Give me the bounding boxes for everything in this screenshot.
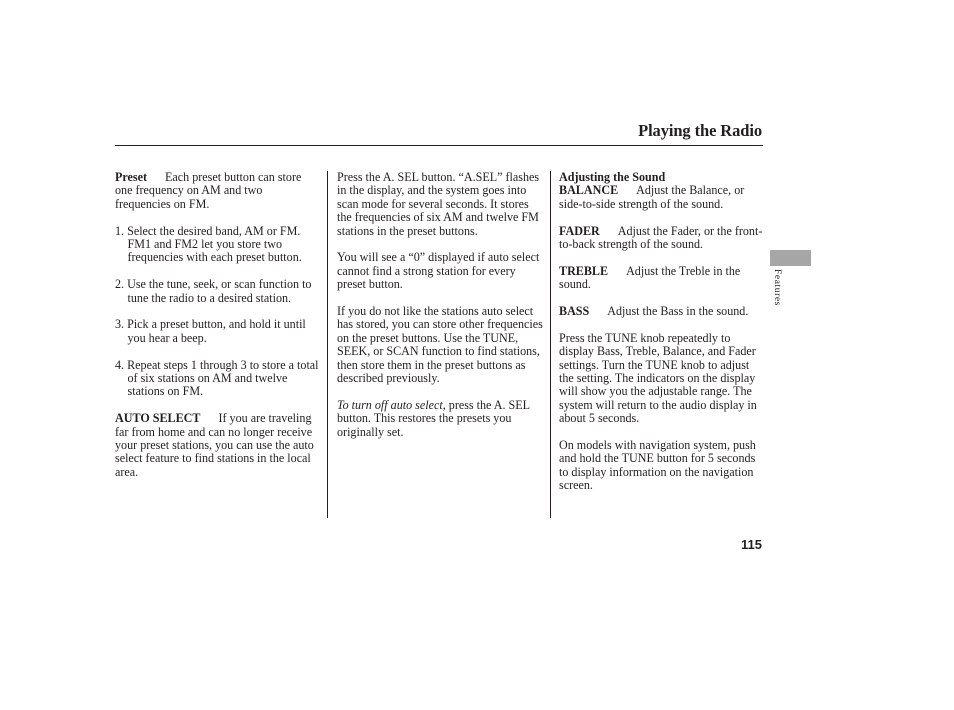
treble-paragraph (559, 265, 765, 292)
step-item: 1. Select the desired band, AM or FM. FM1 and FM2 let you store two frequencies with each preset button. (115, 223, 302, 265)
turn-off-text: , press the A. SEL button. This restores the presets you originally set. (337, 397, 530, 439)
treble-label: TREBLE (559, 263, 609, 278)
zero-display-paragraph: You will see a “0” displayed if auto select cannot find a strong station for every preset button. (337, 250, 540, 292)
bass-text: Adjust the Bass in the sound. (607, 304, 749, 319)
section-label: Features (772, 269, 782, 306)
title-rule (115, 145, 763, 146)
column-2 (337, 171, 545, 452)
fader-paragraph (559, 225, 765, 252)
auto-select-heading: AUTO SELECT (115, 411, 201, 426)
bass-paragraph (559, 305, 765, 318)
step-item: 4. Repeat steps 1 through 3 to store a total of six stations on AM and twelve stations on FM. (115, 357, 319, 399)
auto-select-text: If you are traveling far from home and can no longer receive your preset stations, you can use the auto select feature to find stations in the local area. (115, 411, 314, 479)
auto-select-steps-paragraph: Press the A. SEL button. “A.SEL” flashes in the display, and the system goes into scan mode for several seconds. It stores the frequencies of six AM and twelve FM stations in the preset buttons. (337, 170, 540, 238)
balance-paragraph (559, 184, 765, 211)
fader-label: FADER (559, 223, 600, 238)
column-1 (115, 171, 321, 493)
page-number: 115 (741, 537, 762, 552)
treble-text: Adjust the Treble in the sound. (559, 263, 741, 292)
column-3 (559, 171, 765, 506)
section-tab (770, 250, 811, 266)
fader-text: Adjust the Fader, or the front-to-back strength of the sound. (559, 223, 763, 252)
balance-label: BALANCE (559, 183, 619, 198)
preset-heading: Preset (115, 170, 148, 184)
page-title: Playing the Radio (638, 121, 762, 140)
adjusting-sound-heading: Adjusting the Sound (559, 170, 666, 184)
preset-intro: Each preset button can store one frequency on AM and two frequencies on FM. (115, 170, 302, 211)
turn-off-paragraph (337, 399, 545, 439)
step-item: 2. Use the tune, seek, or scan function to tune the radio to a desired station. (115, 277, 312, 305)
column-divider-1 (327, 171, 328, 518)
turn-off-italic: To turn off auto select (337, 397, 443, 412)
store-other-paragraph: If you do not like the stations auto select has stored, you can store other frequencies on the preset buttons. Use the TUNE, SEEK, or SCAN function to find stations, then store them in the preset buttons as described previously. (337, 304, 543, 386)
column-divider-2 (550, 171, 551, 518)
step-item: 3. Pick a preset button, and hold it until you hear a beep. (115, 317, 306, 345)
balance-text: Adjust the Balance, or side-to-side strength of the sound. (559, 183, 745, 211)
navigation-paragraph: On models with navigation system, push and hold the TUNE button for 5 seconds to display information on the navigation screen. (559, 438, 756, 493)
preset-steps (115, 225, 321, 399)
auto-select-paragraph (115, 412, 321, 479)
tune-knob-paragraph: Press the TUNE knob repeatedly to display Bass, Treble, Balance, and Fader settings. Turn the TUNE knob to adjust the setting. The indicators on the display will show you the adjustable range. The system will return to the audio display in about 5 seconds. (559, 330, 757, 426)
bass-label: BASS (559, 304, 590, 319)
preset-paragraph (115, 171, 321, 211)
